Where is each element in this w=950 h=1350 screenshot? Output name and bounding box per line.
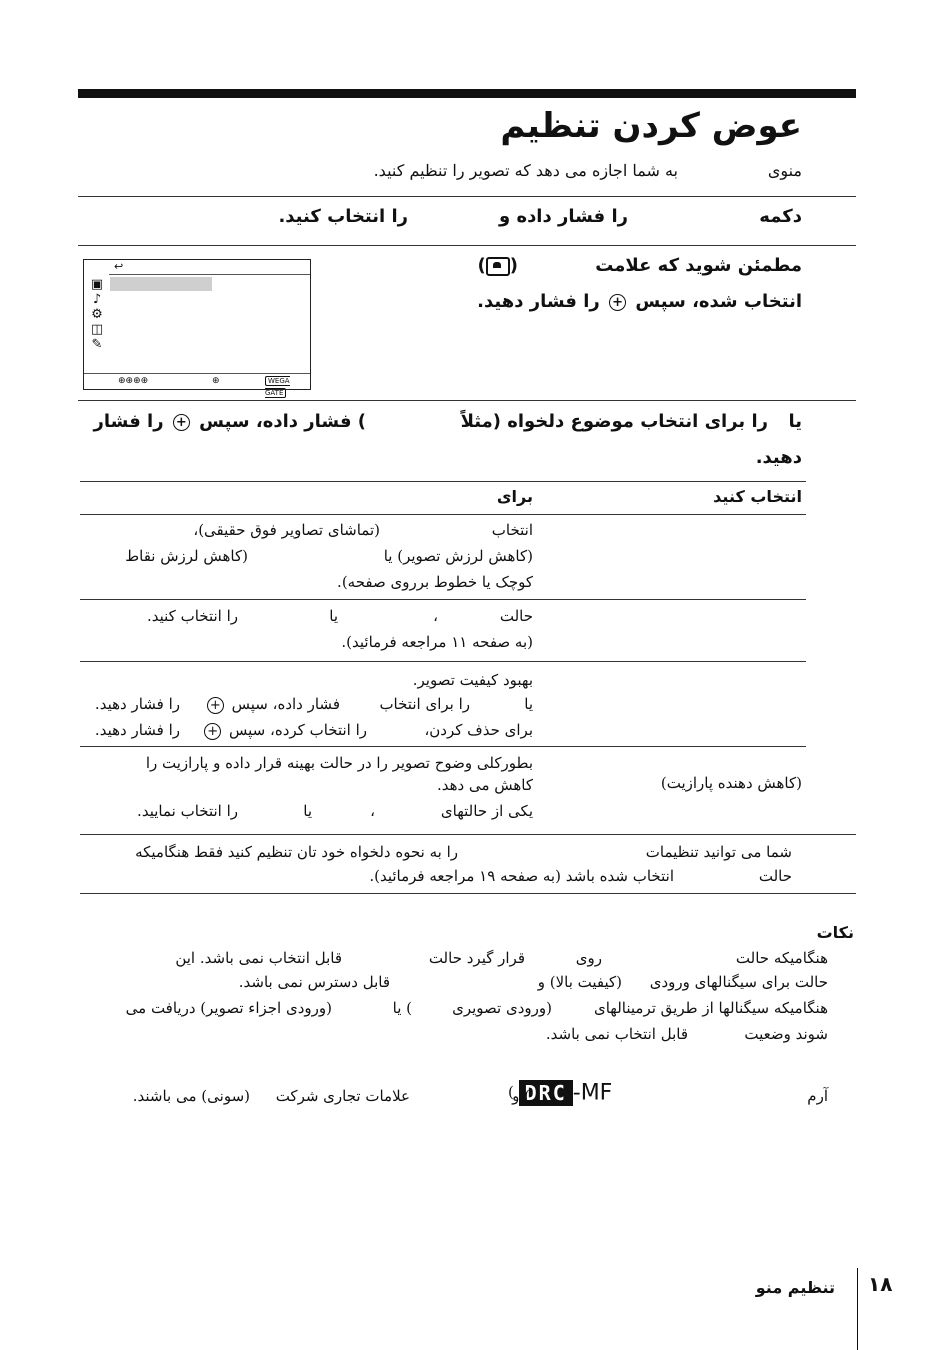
row-rule <box>80 834 856 835</box>
row1-l2a: (کاهش لرزش تصویر) یا <box>383 547 533 565</box>
row4-l3c: یا <box>303 802 312 820</box>
paren-close: ) <box>477 255 486 276</box>
top-rule <box>78 89 856 98</box>
picture-icon <box>486 257 510 276</box>
wega-gate-label: WEGA GATE <box>265 377 290 397</box>
footer-divider <box>857 1268 858 1350</box>
note1-a: هنگامیکه حالت <box>735 949 828 967</box>
footer-section: تنظیم منو <box>755 1278 835 1297</box>
row2-l1c: یا <box>329 607 338 625</box>
row4-l3b: ، <box>370 802 375 820</box>
note3-a: هنگامیکه سیگنالها از طریق ترمینالهای <box>594 999 828 1017</box>
step3-c <box>94 410 366 434</box>
row1-l3: کوچک یا خطوط برروی صفحه). <box>337 573 533 591</box>
setup-menu-icon: ✎ <box>91 337 103 352</box>
trademark-e: (سونی) می باشند. <box>132 1087 250 1105</box>
row3-l2c-text: فشار داده، سپس <box>231 695 340 713</box>
paren: ( <box>508 1083 514 1101</box>
trademark-a: آرم <box>807 1087 828 1105</box>
row3-l3c: را فشار دهید. <box>94 721 180 739</box>
note1-d: قابل انتخاب نمی باشد. این <box>175 949 342 967</box>
intro-right: منوی <box>767 161 802 180</box>
enter-button-icon: + <box>173 414 190 431</box>
note3-b: (ورودی تصویری <box>452 999 552 1017</box>
step2-line2-start: انتخاب شده، سپس <box>635 291 802 312</box>
enter-button-icon: + <box>207 697 224 714</box>
row3-l2b: را برای انتخاب <box>379 695 470 713</box>
sound-menu-icon: ♪ <box>92 292 102 307</box>
row5-l1b: را به نحوه دلخواه خود تان تنظیم کنید فقط هنگامیکه <box>135 843 458 861</box>
note1-b: روی <box>575 949 602 967</box>
note2-c: قابل دسترس نمی باشد. <box>238 973 390 991</box>
row2-l2: (به صفحه ۱۱ مراجعه فرمائید). <box>341 633 533 651</box>
row5-l2a: حالت <box>758 867 792 885</box>
step2-line1 <box>595 254 802 278</box>
rule <box>78 245 856 246</box>
table-bottom-rule <box>80 893 856 894</box>
enter-button-icon: + <box>204 723 221 740</box>
step3-a: یا <box>788 411 802 432</box>
osd-selected-row <box>110 277 212 291</box>
table-head-for: برای <box>496 487 533 506</box>
row4-l3a: یکی از حالتهای <box>440 802 533 820</box>
step1-mid: را فشار داده و <box>498 206 628 227</box>
notes-heading: نکات <box>816 923 854 942</box>
picture-menu-icon: ▣ <box>90 277 104 292</box>
step2-line2-end: را فشار دهید. <box>477 291 600 312</box>
step3-c-tail: را فشار <box>93 411 164 432</box>
row3-l1: بهبود کیفیت تصویر. <box>412 671 533 689</box>
row-rule <box>80 661 806 662</box>
row3-l2a: یا <box>524 695 533 713</box>
enter-icon: ⊕ <box>212 376 220 386</box>
row3-l3b <box>201 720 367 741</box>
step1-right: دکمه <box>759 206 802 227</box>
drc-logo-text: DRC <box>519 1080 573 1106</box>
step3-line2: دهید. <box>755 447 802 468</box>
rule <box>78 400 856 401</box>
step2-symbol <box>478 254 518 278</box>
row4-l2: کاهش می دهد. <box>436 776 533 794</box>
nav-arrows-icon: ⊕⊕⊕⊕ <box>118 376 149 386</box>
table-head-rule <box>80 514 806 515</box>
row3-l2c <box>204 694 340 715</box>
note1-c: قرار گیرد حالت <box>428 949 525 967</box>
step2-line2 <box>477 290 802 314</box>
note4-b: قابل انتخاب نمی باشد. <box>545 1025 688 1043</box>
row1-l2b: (کاهش لرزش نقاط <box>125 547 248 565</box>
note2-a: حالت برای سیگنالهای ورودی <box>649 973 828 991</box>
intro-left: به شما اجازه می دهد که تصویر را تنظیم کنید. <box>373 161 678 180</box>
note2-b: (کیفیت بالا) و <box>537 973 622 991</box>
channel-menu-icon: ⚙ <box>91 307 103 322</box>
return-icon: ↩ <box>114 260 124 273</box>
step1-left: را انتخاب کنید. <box>278 206 408 227</box>
osd-divider <box>109 274 310 275</box>
note4-a: شوند وضعیت <box>744 1025 828 1043</box>
row2-l1a: حالت <box>499 607 533 625</box>
note3-c: ) یا <box>392 999 412 1017</box>
step3-c-text: ) فشار داده، سپس <box>199 411 366 432</box>
mf-logo-text: -MF <box>572 1080 613 1106</box>
step3-b: را برای انتخاب موضوع دلخواه (مثلاً <box>460 411 768 432</box>
row5-l1a: شما می توانید تنظیمات <box>645 843 792 861</box>
row3-l3a: برای حذف کردن، <box>424 721 533 739</box>
row5-l2b: انتخاب شده باشد (به صفحه ۱۹ مراجعه فرمائید). <box>369 867 674 885</box>
table-head-select: انتخاب کنید <box>713 487 802 506</box>
osd-footer-divider <box>84 373 310 374</box>
rule <box>78 196 856 197</box>
row1-l1b: (تماشای تصاویر فوق حقیقی)، <box>193 521 380 539</box>
step2-line1-text: مطمئن شوید که علامت <box>595 255 802 276</box>
trademark-d: علامات تجاری شرکت <box>275 1087 410 1105</box>
row2-l1b: ، <box>433 607 438 625</box>
page-title: عوض کردن تنظیم <box>500 106 802 146</box>
trademark-c: ) و <box>512 1087 530 1105</box>
row4-l1: بطورکلی وضوح تصویر را در حالت بهینه قرار داده و پارازیت را <box>145 754 533 772</box>
osd-icon-column <box>88 277 106 352</box>
row1-l1a: انتخاب <box>491 521 533 539</box>
page-number: ۱۸ <box>868 1272 893 1296</box>
row3-l3b-text: را انتخاب کرده، سپس <box>229 721 367 739</box>
table-top-rule <box>80 481 806 482</box>
paren-open: ( <box>509 255 518 276</box>
note3-d: (ورودی اجزاء تصویر) دریافت می <box>125 999 332 1017</box>
osd-menu-screen <box>83 259 311 397</box>
row3-l2d: را فشار دهید. <box>94 695 180 713</box>
row2-l1d: را انتخاب کنید. <box>146 607 238 625</box>
row-rule <box>80 746 806 747</box>
row-rule <box>80 599 806 600</box>
enter-button-icon: + <box>609 294 626 311</box>
input-menu-icon: ◫ <box>90 322 104 337</box>
row4-l3d: را انتخاب نمایید. <box>137 802 238 820</box>
row4-label: (کاهش دهنده پارازیت) <box>660 774 802 792</box>
